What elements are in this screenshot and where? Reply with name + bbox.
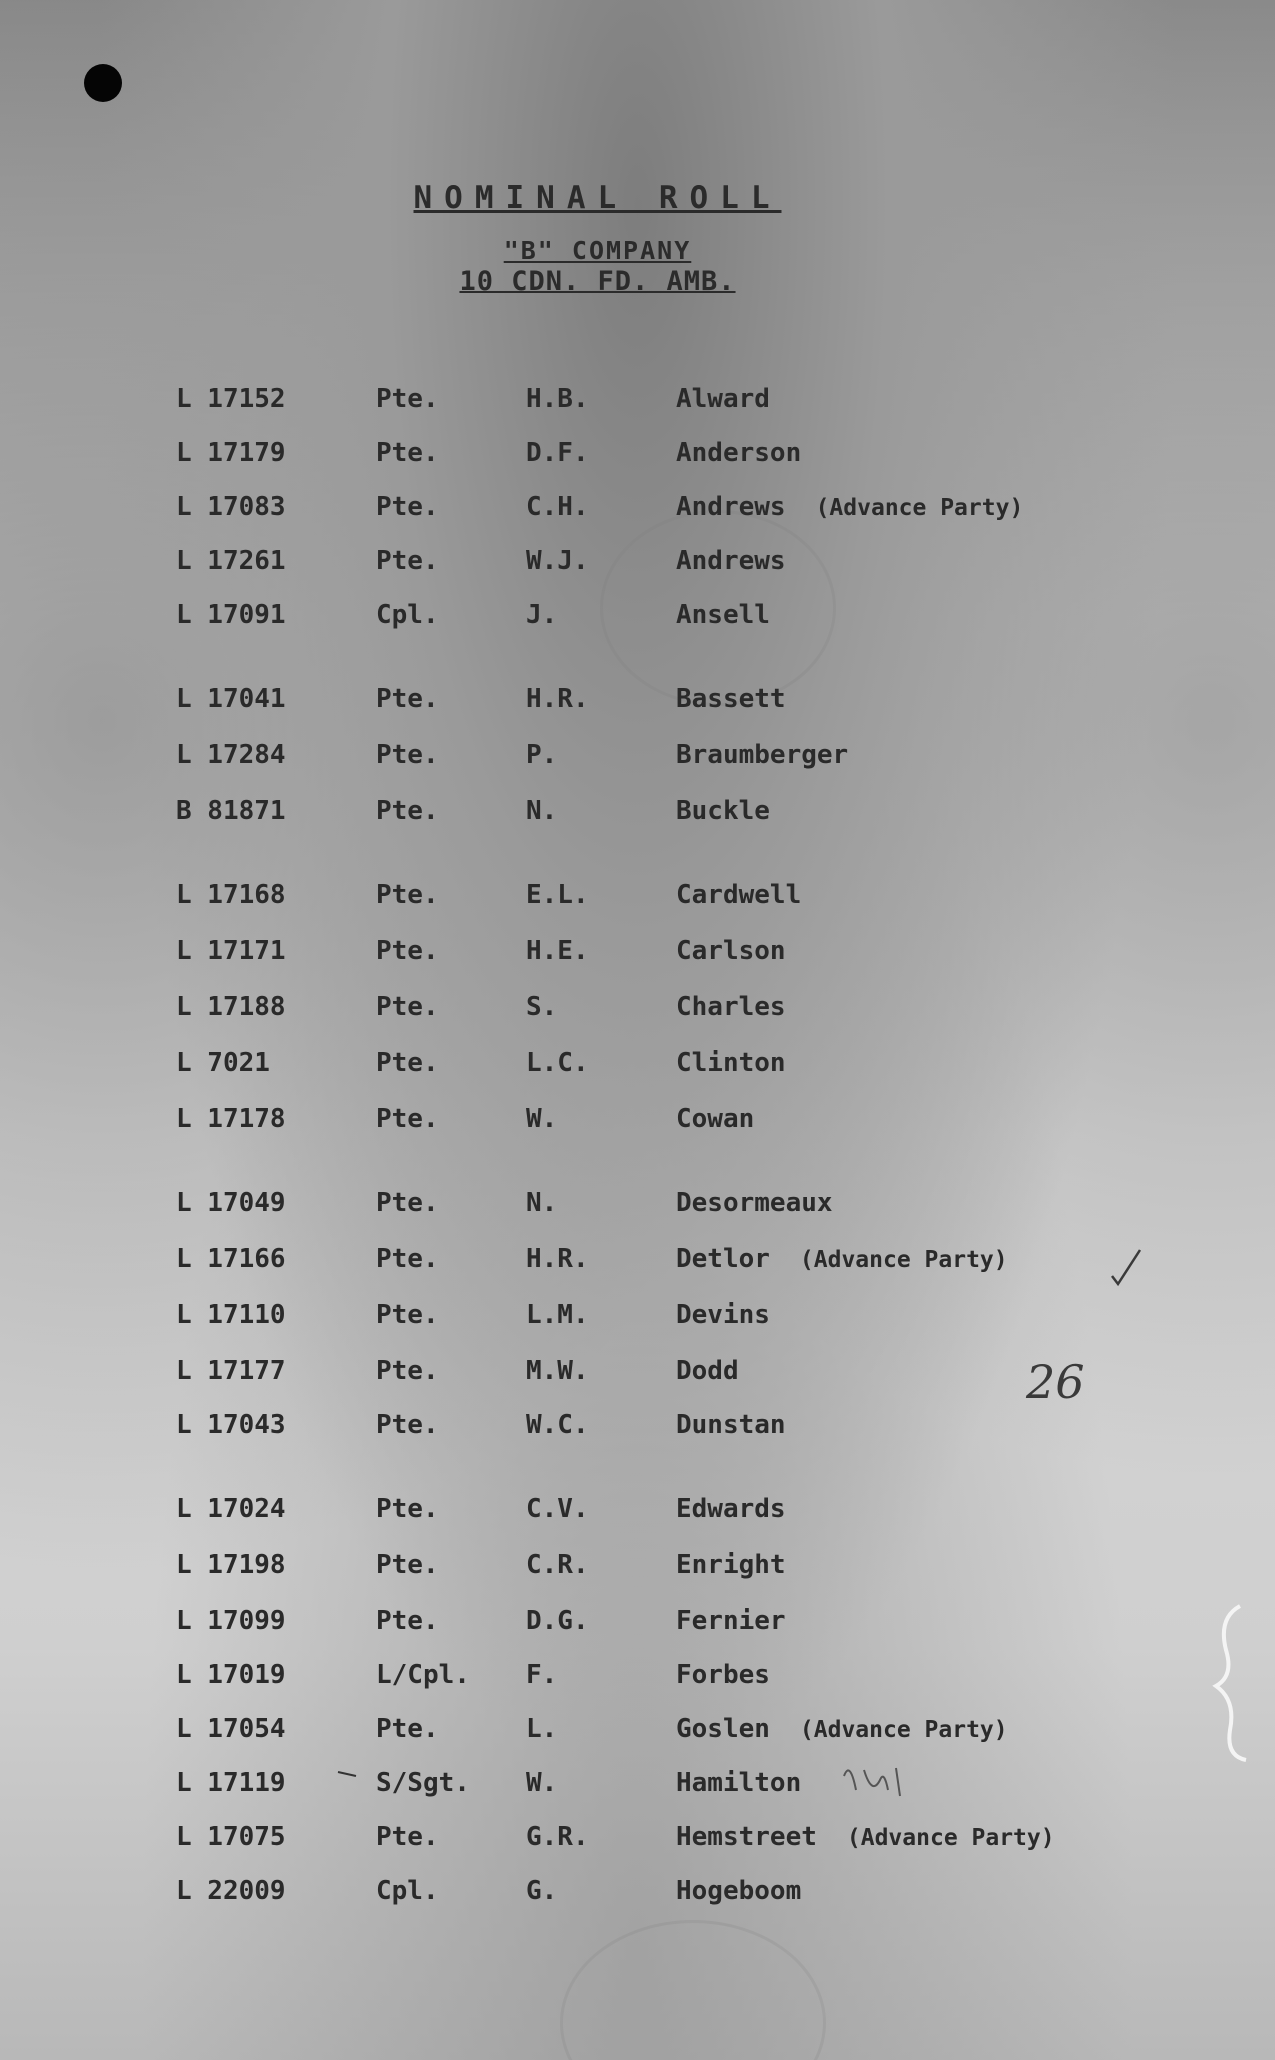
service-number: L 17179 xyxy=(176,438,286,468)
surname: Ansell xyxy=(676,600,770,630)
initials: C.V. xyxy=(526,1494,589,1524)
service-number: L 22009 xyxy=(176,1876,286,1906)
rank: Cpl. xyxy=(376,600,439,630)
initials: C.H. xyxy=(526,492,589,522)
surname: Goslen (Advance Party) xyxy=(676,1714,1008,1744)
initials: L. xyxy=(526,1714,558,1744)
initials: G. xyxy=(526,1876,558,1906)
initials: W. xyxy=(526,1768,558,1798)
unit-heading: 10 CDN. FD. AMB. xyxy=(459,266,736,297)
service-number: L 17054 xyxy=(176,1714,286,1744)
service-number: L 17041 xyxy=(176,684,286,714)
service-number: L 17178 xyxy=(176,1104,286,1134)
service-number: L 17049 xyxy=(176,1188,286,1218)
advance-party-note: (Advance Party) xyxy=(846,1825,1055,1851)
rank: Pte. xyxy=(376,1300,439,1330)
surname: Cardwell xyxy=(676,880,802,910)
rank: L/Cpl. xyxy=(376,1660,470,1690)
rank: Pte. xyxy=(376,438,439,468)
check-mark xyxy=(1112,1250,1140,1284)
service-number: L 17168 xyxy=(176,880,286,910)
initials: D.F. xyxy=(526,438,589,468)
surname: Hemstreet (Advance Party) xyxy=(676,1822,1055,1852)
surname: Anderson xyxy=(676,438,802,468)
rank: Pte. xyxy=(376,992,439,1022)
initials: E.L. xyxy=(526,880,589,910)
margin-bracket-mark xyxy=(1216,1606,1246,1760)
service-number: B 81871 xyxy=(176,796,286,826)
advance-party-note: (Advance Party) xyxy=(799,1247,1008,1273)
rank: Pte. xyxy=(376,384,439,414)
surname: Bassett xyxy=(676,684,786,714)
initials: G.R. xyxy=(526,1822,589,1852)
initials: H.R. xyxy=(526,1244,589,1274)
surname: Buckle xyxy=(676,796,770,826)
service-number: L 17198 xyxy=(176,1550,286,1580)
surname: Dunstan xyxy=(676,1410,786,1440)
rank: Pte. xyxy=(376,1104,439,1134)
rank: Pte. xyxy=(376,1550,439,1580)
surname: Fernier xyxy=(676,1606,786,1636)
surname: Alward xyxy=(676,384,770,414)
initials: W.J. xyxy=(526,546,589,576)
service-number: L 17261 xyxy=(176,546,286,576)
tally-annotation: 26 xyxy=(1026,1355,1085,1409)
service-number: L 17188 xyxy=(176,992,286,1022)
rank: Pte. xyxy=(376,1822,439,1852)
initials: L.M. xyxy=(526,1300,589,1330)
document-title: NOMINAL ROLL xyxy=(413,180,782,216)
rank: Pte. xyxy=(376,740,439,770)
initials: S. xyxy=(526,992,558,1022)
rank: Pte. xyxy=(376,546,439,576)
rank: Pte. xyxy=(376,1606,439,1636)
surname: Braumberger xyxy=(676,740,849,770)
initials: W. xyxy=(526,1104,558,1134)
rank: Pte. xyxy=(376,1494,439,1524)
service-number: L 17099 xyxy=(176,1606,286,1636)
rank: Pte. xyxy=(376,796,439,826)
service-number: L 17119 xyxy=(176,1768,286,1798)
service-number: L 17024 xyxy=(176,1494,286,1524)
rank: S/Sgt. xyxy=(376,1768,470,1798)
surname: Hogeboom xyxy=(676,1876,802,1906)
surname: Cowan xyxy=(676,1104,755,1134)
surname: Dodd xyxy=(676,1356,739,1386)
rank: Cpl. xyxy=(376,1876,439,1906)
service-number: L 17171 xyxy=(176,936,286,966)
initials: N. xyxy=(526,1188,558,1218)
surname: Charles xyxy=(676,992,786,1022)
service-number: L 17043 xyxy=(176,1410,286,1440)
service-number: L 7021 xyxy=(176,1048,270,1078)
service-number: L 17019 xyxy=(176,1660,286,1690)
service-number: L 17091 xyxy=(176,600,286,630)
surname: Edwards xyxy=(676,1494,786,1524)
initials: N. xyxy=(526,796,558,826)
initials: H.B. xyxy=(526,384,589,414)
surname: Enright xyxy=(676,1550,786,1580)
initials: C.R. xyxy=(526,1550,589,1580)
service-number: L 17177 xyxy=(176,1356,286,1386)
surname: Carlson xyxy=(676,936,786,966)
service-number: L 17166 xyxy=(176,1244,286,1274)
tick-mark xyxy=(338,1772,356,1776)
rank: Pte. xyxy=(376,1410,439,1440)
initials: P. xyxy=(526,740,558,770)
initials: J. xyxy=(526,600,558,630)
service-number: L 17083 xyxy=(176,492,286,522)
initials-scribble xyxy=(844,1768,900,1796)
rank: Pte. xyxy=(376,1244,439,1274)
rank: Pte. xyxy=(376,1048,439,1078)
rank: Pte. xyxy=(376,1188,439,1218)
company-heading: "B" COMPANY xyxy=(503,236,692,265)
initials: L.C. xyxy=(526,1048,589,1078)
initials: F. xyxy=(526,1660,558,1690)
rank: Pte. xyxy=(376,1714,439,1744)
initials: D.G. xyxy=(526,1606,589,1636)
surname: Devins xyxy=(676,1300,770,1330)
service-number: L 17152 xyxy=(176,384,286,414)
rank: Pte. xyxy=(376,880,439,910)
service-number: L 17075 xyxy=(176,1822,286,1852)
rank: Pte. xyxy=(376,1356,439,1386)
service-number: L 17284 xyxy=(176,740,286,770)
rank: Pte. xyxy=(376,492,439,522)
rank: Pte. xyxy=(376,684,439,714)
surname: Desormeaux xyxy=(676,1188,833,1218)
initials: H.R. xyxy=(526,684,589,714)
surname: Andrews xyxy=(676,546,786,576)
advance-party-note: (Advance Party) xyxy=(815,495,1024,521)
surname: Andrews (Advance Party) xyxy=(676,492,1024,522)
surname: Forbes xyxy=(676,1660,770,1690)
surname: Clinton xyxy=(676,1048,786,1078)
initials: H.E. xyxy=(526,936,589,966)
surname: Hamilton xyxy=(676,1768,802,1798)
advance-party-note: (Advance Party) xyxy=(799,1717,1008,1743)
service-number: L 17110 xyxy=(176,1300,286,1330)
initials: W.C. xyxy=(526,1410,589,1440)
rank: Pte. xyxy=(376,936,439,966)
initials: M.W. xyxy=(526,1356,589,1386)
surname: Detlor (Advance Party) xyxy=(676,1244,1008,1274)
